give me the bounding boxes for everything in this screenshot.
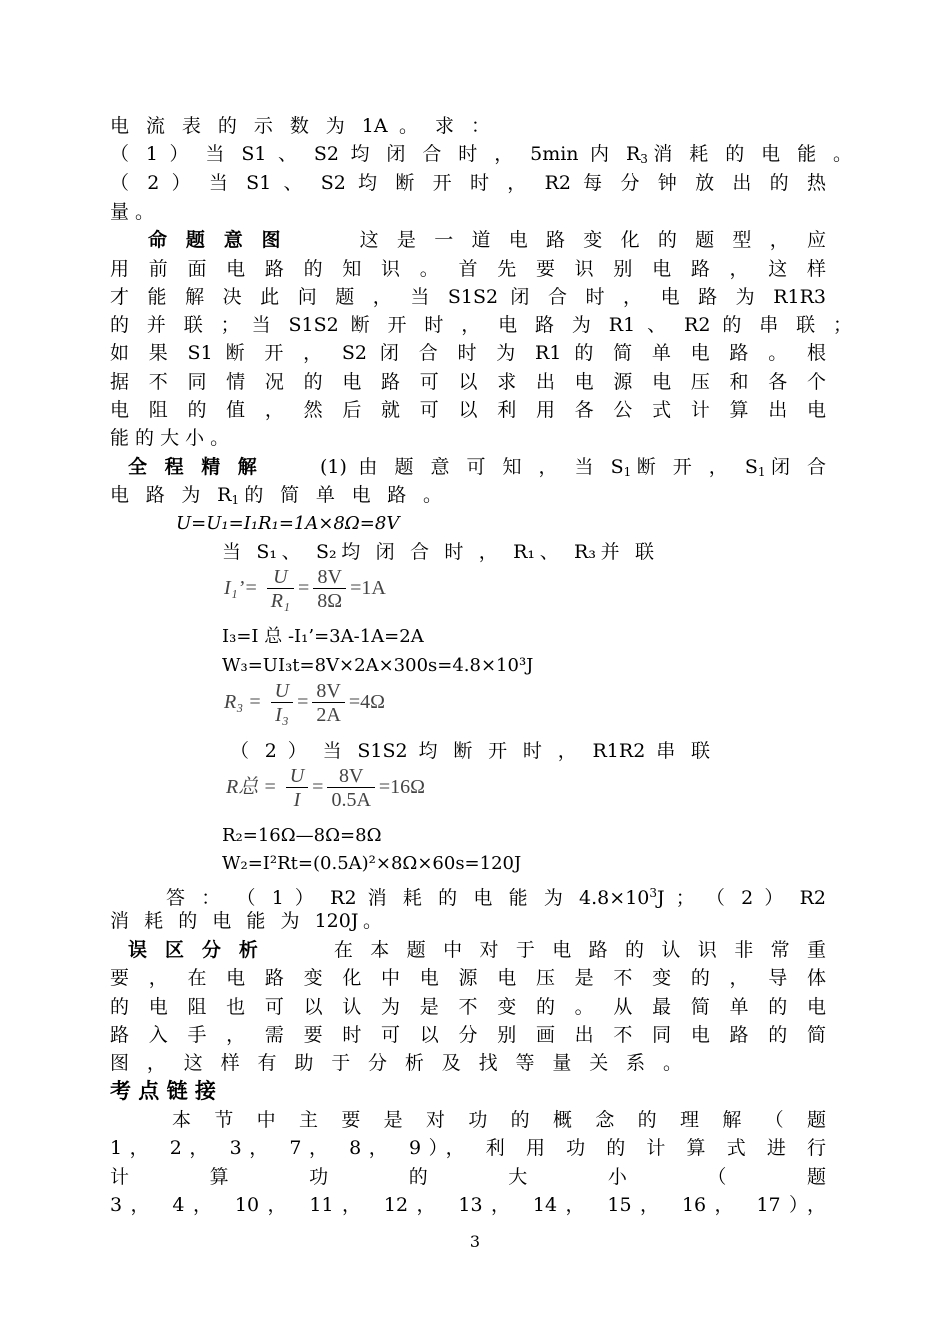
text-span: （ 1 ） 当 S1 、 S2 均 闭 合 时 ， 5min 内 R — [110, 143, 641, 165]
text-line: 如 果 S1 断 开 ， S2 闭 合 时 为 R1 的 简 单 电 路 。 根 — [110, 342, 826, 364]
text-line: 计 算 功 的 大 小 （ 题 — [110, 1166, 826, 1188]
equation-lhs: R₃ = — [224, 691, 262, 714]
numerator: U — [267, 566, 294, 589]
text-line: 量 。 — [110, 201, 155, 223]
text-span: 电 路 为 R — [110, 484, 232, 506]
equation: W₃=UI₃t=8V×2A×300s=4.8×10³J — [222, 655, 534, 676]
subscript: 1 — [757, 465, 766, 479]
equation: I₃=I 总 -I₁’=3A-1A=2A — [222, 626, 424, 647]
fraction-equation: R总 = $\frac{U}{I}$ = $\frac{8V}{0.5A}$ =16Ω — [226, 765, 426, 811]
equation: U=U₁=I₁R₁=1A×8Ω=8V — [176, 513, 400, 534]
text-line: 电 阻 的 值 ， 然 后 就 可 以 利 用 各 公 式 计 算 出 电 — [110, 399, 826, 421]
text-line: 用 前 面 电 路 的 知 识 。 首 先 要 识 别 电 路 ， 这 样 — [110, 258, 826, 280]
text-span: 答 ： （ 1 ） R2 消 耗 的 电 能 为 4.8×10 — [166, 887, 650, 909]
fraction-equation: I₁’= $\frac{U}{\text{R₁}}$ = $\frac{8V}{8\Omega}$ =1A — [224, 566, 386, 612]
subscript: 3 — [640, 152, 648, 166]
text-line: 能 的 大 小 。 — [110, 427, 230, 449]
fraction — [313, 566, 346, 613]
text-line: 的 电 阻 也 可 以 认 为 是 不 变 的 。 从 最 简 单 的 电 — [110, 996, 826, 1018]
text-line — [128, 936, 826, 964]
equation-lhs: I₁’= — [224, 577, 258, 600]
superscript: 3 — [649, 886, 658, 900]
text-span: 闭 合 — [765, 456, 827, 478]
fraction — [286, 765, 308, 812]
denominator: R₁ — [270, 590, 290, 612]
equation-rhs: =16Ω — [378, 776, 426, 799]
fraction-equation: R₃ = $\frac{U}{\text{I₃}}$ = $\frac{8V}{2A}$ =4Ω — [224, 680, 386, 726]
fraction — [327, 765, 374, 812]
text-span: (1) 由 题 意 可 知 ， 当 S — [319, 456, 624, 478]
subscript: 1 — [623, 465, 632, 479]
denominator: 2A — [316, 704, 341, 726]
numerator: U — [271, 680, 293, 703]
equation: W₂=I²Rt=(0.5A)²×8Ω×60s=120J — [222, 853, 522, 874]
text-span: J ； （ 2 ） R2 — [657, 887, 826, 909]
text-span: 断 开 ， S — [631, 456, 758, 478]
equation-rhs: =4Ω — [348, 691, 386, 714]
text-span: 的 简 单 电 路 。 — [239, 484, 442, 506]
text-line: 图 ， 这 样 有 助 于 分 析 及 找 等 量 关 系 。 — [110, 1052, 682, 1074]
subscript: 1 — [231, 493, 240, 507]
text-span: 消 耗 的 电 能 。 — [647, 143, 853, 165]
text-line: 要 ， 在 电 路 变 化 中 电 源 电 压 是 不 变 的 ， 导 体 — [110, 967, 826, 989]
denominator: 8Ω — [317, 590, 343, 612]
equation-lhs: R总 = — [226, 776, 277, 799]
text-line: 电 流 表 的 示 数 为 1A 。 求 ： — [110, 115, 490, 137]
text-line: 3， 4， 10， 11， 12， 13， 14， 15， 16， 17）， — [110, 1194, 826, 1216]
numerator: 8V — [313, 566, 346, 589]
text-line: 1， 2， 3， 7， 8， 9）， 利 用 功 的 计 算 式 进 行 — [110, 1137, 826, 1159]
section-heading: 误 区 分 析 — [128, 939, 264, 961]
fraction — [271, 680, 293, 727]
denominator: I — [293, 789, 301, 811]
text-line — [148, 226, 826, 254]
fraction — [312, 680, 344, 727]
text-span: 在 本 题 中 对 于 电 路 的 认 识 非 常 重 — [333, 939, 826, 961]
fraction — [267, 566, 294, 613]
numerator: 8V — [312, 680, 344, 703]
section-heading: 考 点 链 接 — [110, 1079, 216, 1103]
text-line: 消 耗 的 电 能 为 120J。 — [110, 910, 382, 932]
text-line: 本 节 中 主 要 是 对 功 的 概 念 的 理 解 （ 题 — [172, 1109, 826, 1131]
text-line: 据 不 同 情 况 的 电 路 可 以 求 出 电 源 电 压 和 各 个 — [110, 371, 826, 393]
text-line: （ 2 ） 当 S1S2 均 断 开 时 ， R1R2 串 联 — [230, 740, 710, 762]
section-heading: 全 程 精 解 — [128, 456, 263, 478]
text-line: 当 S₁、 S₂均 闭 合 时 ， R₁、 R₃并 联 — [222, 541, 654, 563]
numerator: U — [286, 765, 308, 788]
text-line: （ 2 ） 当 S1 、 S2 均 断 开 时 ， R2 每 分 钟 放 出 的 热 — [110, 172, 826, 194]
equation-rhs: =1A — [350, 577, 386, 600]
page-number: 3 — [469, 1232, 481, 1251]
equation: R₂=16Ω—8Ω=8Ω — [222, 825, 382, 846]
text-span: 这 是 一 道 电 路 变 化 的 题 型 ， 应 — [359, 229, 826, 251]
text-line: 才 能 解 决 此 问 题 ， 当 S1S2 闭 合 时 ， 电 路 为 R1R3 — [110, 286, 826, 308]
numerator: 8V — [327, 765, 374, 788]
text-line: 的 并 联 ； 当 S1S2 断 开 时 ， 电 路 为 R1 、 R2 的 串 联 ； — [110, 314, 852, 336]
section-heading: 命 题 意 图 — [148, 229, 287, 251]
text-line: 路 入 手 ， 需 要 时 可 以 分 别 画 出 不 同 电 路 的 简 — [110, 1024, 826, 1046]
denominator: 0.5A — [331, 789, 371, 811]
denominator: I₃ — [275, 704, 289, 726]
